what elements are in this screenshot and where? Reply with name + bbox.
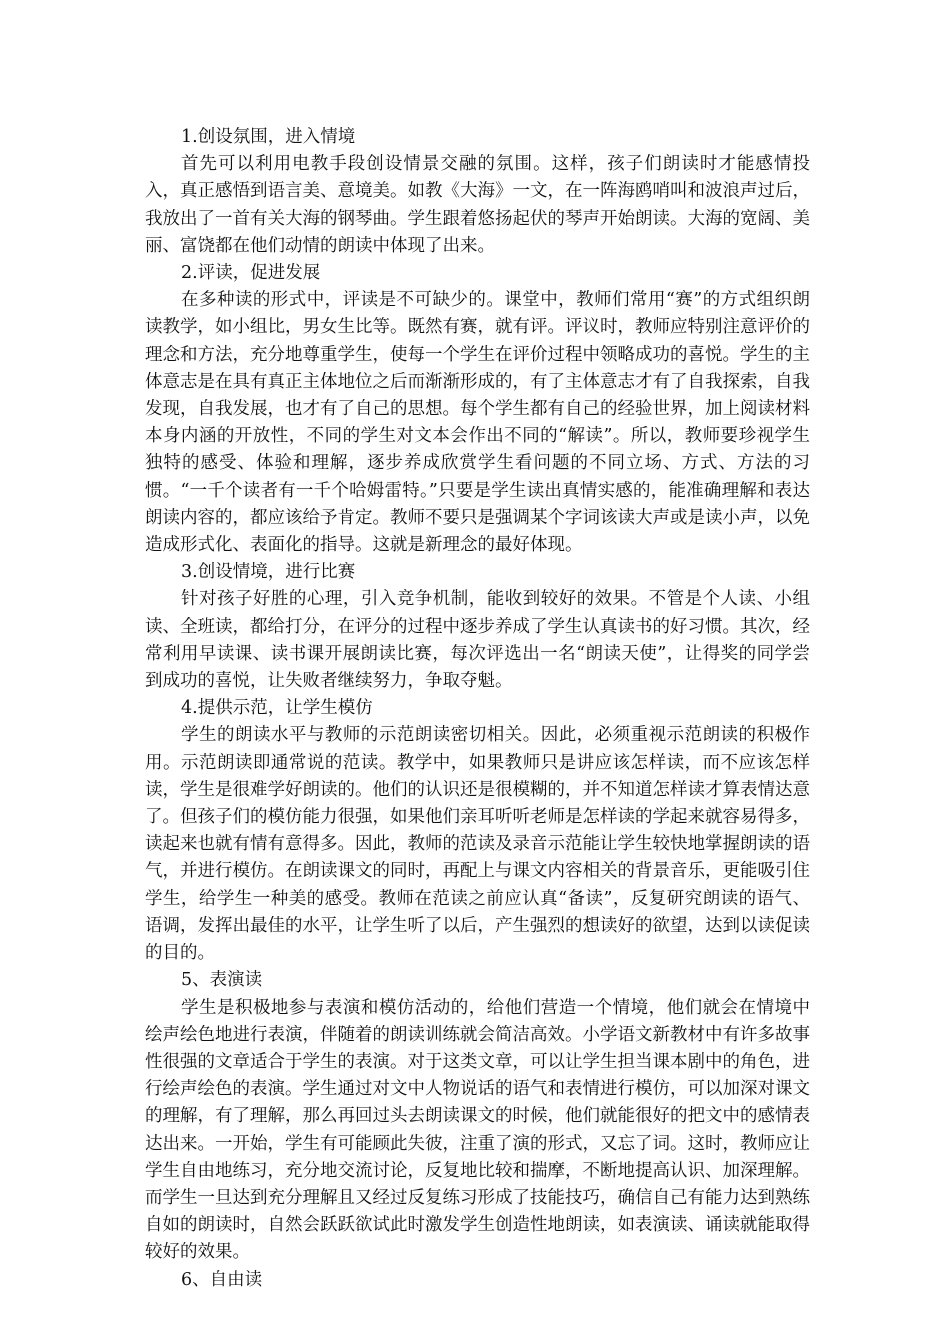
section-heading: 6、自由读 <box>181 1269 263 1290</box>
document-body <box>145 124 810 1294</box>
section-paragraph: 学生的朗读水平与教师的示范朗读密切相关。因此，必须重视示范朗读的积极作用。示范朗读即通常说的范读。教学中，如果教师只是讲应该怎样读，而不应该怎样读，学生是很难学好朗读的。他们的认识还是很模糊的，并不知道怎样读才算表情达意了。但孩子们的模仿能力很强，如果他们亲耳听听老师是怎样读的学起来就容易得多，读起来也就有情有意得多。因此，教师的范读及录音示范能让学生较快地掌握朗读的语气，并进行模仿。在朗读课文的同时，再配上与课文内容相关的背景音乐，更能吸引住学生，给学生一种美的感受。教师在范读之前应认真“备读”，反复研究朗读的语气、语调，发挥出最佳的水平，让学生听了以后，产生强烈的想读好的欲望，达到以读促读的目的。 <box>145 725 810 964</box>
section-heading: 1.创设氛围，进入情境 <box>181 127 356 147</box>
section-heading: 3.创设情境，进行比赛 <box>181 562 356 583</box>
section-heading: 4.提供示范，让学生模仿 <box>181 698 373 719</box>
section-paragraph: 首先可以利用电教手段创设情景交融的氛围。这样，孩子们朗读时才能感情投入，真正感悟到语言美、意境美。如教《大海》一文，在一阵海鸥哨叫和波浪声过后，我放出了一首有关大海的钢琴曲。学生跟着悠扬起伏的琴声开始朗读。大海的宽阔、美丽、富饶都在他们动情的朗读中体现了出来。 <box>145 154 810 256</box>
section-heading: 5、表演读 <box>181 970 263 991</box>
section-paragraph: 针对孩子好胜的心理，引入竞争机制，能收到较好的效果。不管是个人读、小组读、全班读，都给打分，在评分的过程中逐步养成了学生认真读书的好习惯。其次，经常利用早读课、读书课开展朗读比赛，每次评选出一名“朗读天使”，让得奖的同学尝到成功的喜悦，让失败者继续努力，争取夺魁。 <box>145 589 810 692</box>
section-paragraph: 在多种读的形式中，评读是不可缺少的。课堂中，教师们常用“赛”的方式组织朗读教学，如小组比，男女生比等。既然有赛，就有评。评议时，教师应特别注意评价的理念和方法，充分地尊重学生，使每一个学生在评价过程中领略成功的喜悦。学生的主体意志是在具有真正主体地位之后而渐渐形成的，有了主体意志才有了自我探索，自我发现，自我发展，也才有了自己的思想。每个学生都有自己的经验世界，加上阅读材料本身内涵的开放性，不同的学生对文本会作出不同的“解读”。所以，教师要珍视学生独特的感受、体验和理解，逐步养成欣赏学生看问题的不同立场、方式、方法的习惯。“一千个读者有一千个哈姆雷特。”只要是学生读出真情实感的，能准确理解和表达朗读内容的，都应该给予肯定。教师不要只是强调某个字词该读大声或是读小声，以免造成形式化、表面化的指导。这就是新理念的最好体现。 <box>145 290 810 556</box>
section-paragraph: 学生是积极地参与表演和模仿活动的，给他们营造一个情境，他们就会在情境中绘声绘色地进行表演，伴随着的朗读训练就会简洁高效。小学语文新教材中有许多故事性很强的文章适合于学生的表演。对于这类文章，可以让学生担当课本剧中的角色，进行绘声绘色的表演。学生通过对文中人物说话的语气和表情进行模仿，可以加深对课文的理解，有了理解，那么再回过头去朗读课文的时候，他们就能很好的把文中的感情表达出来。一开始，学生有可能顾此失彼，注重了演的形式，又忘了词。这时，教师应让学生自由地练习，充分地交流讨论，反复地比较和揣摩，不断地提高认识、加深理解。而学生一旦达到充分理解且又经过反复练习形成了技能技巧，确信自己有能力达到熟练自如的朗读时，自然会跃跃欲试此时激发学生创造性地朗读，如表演读、诵读就能取得较好的效果。 <box>145 997 810 1263</box>
section-heading: 2.评读，促进发展 <box>181 263 321 284</box>
